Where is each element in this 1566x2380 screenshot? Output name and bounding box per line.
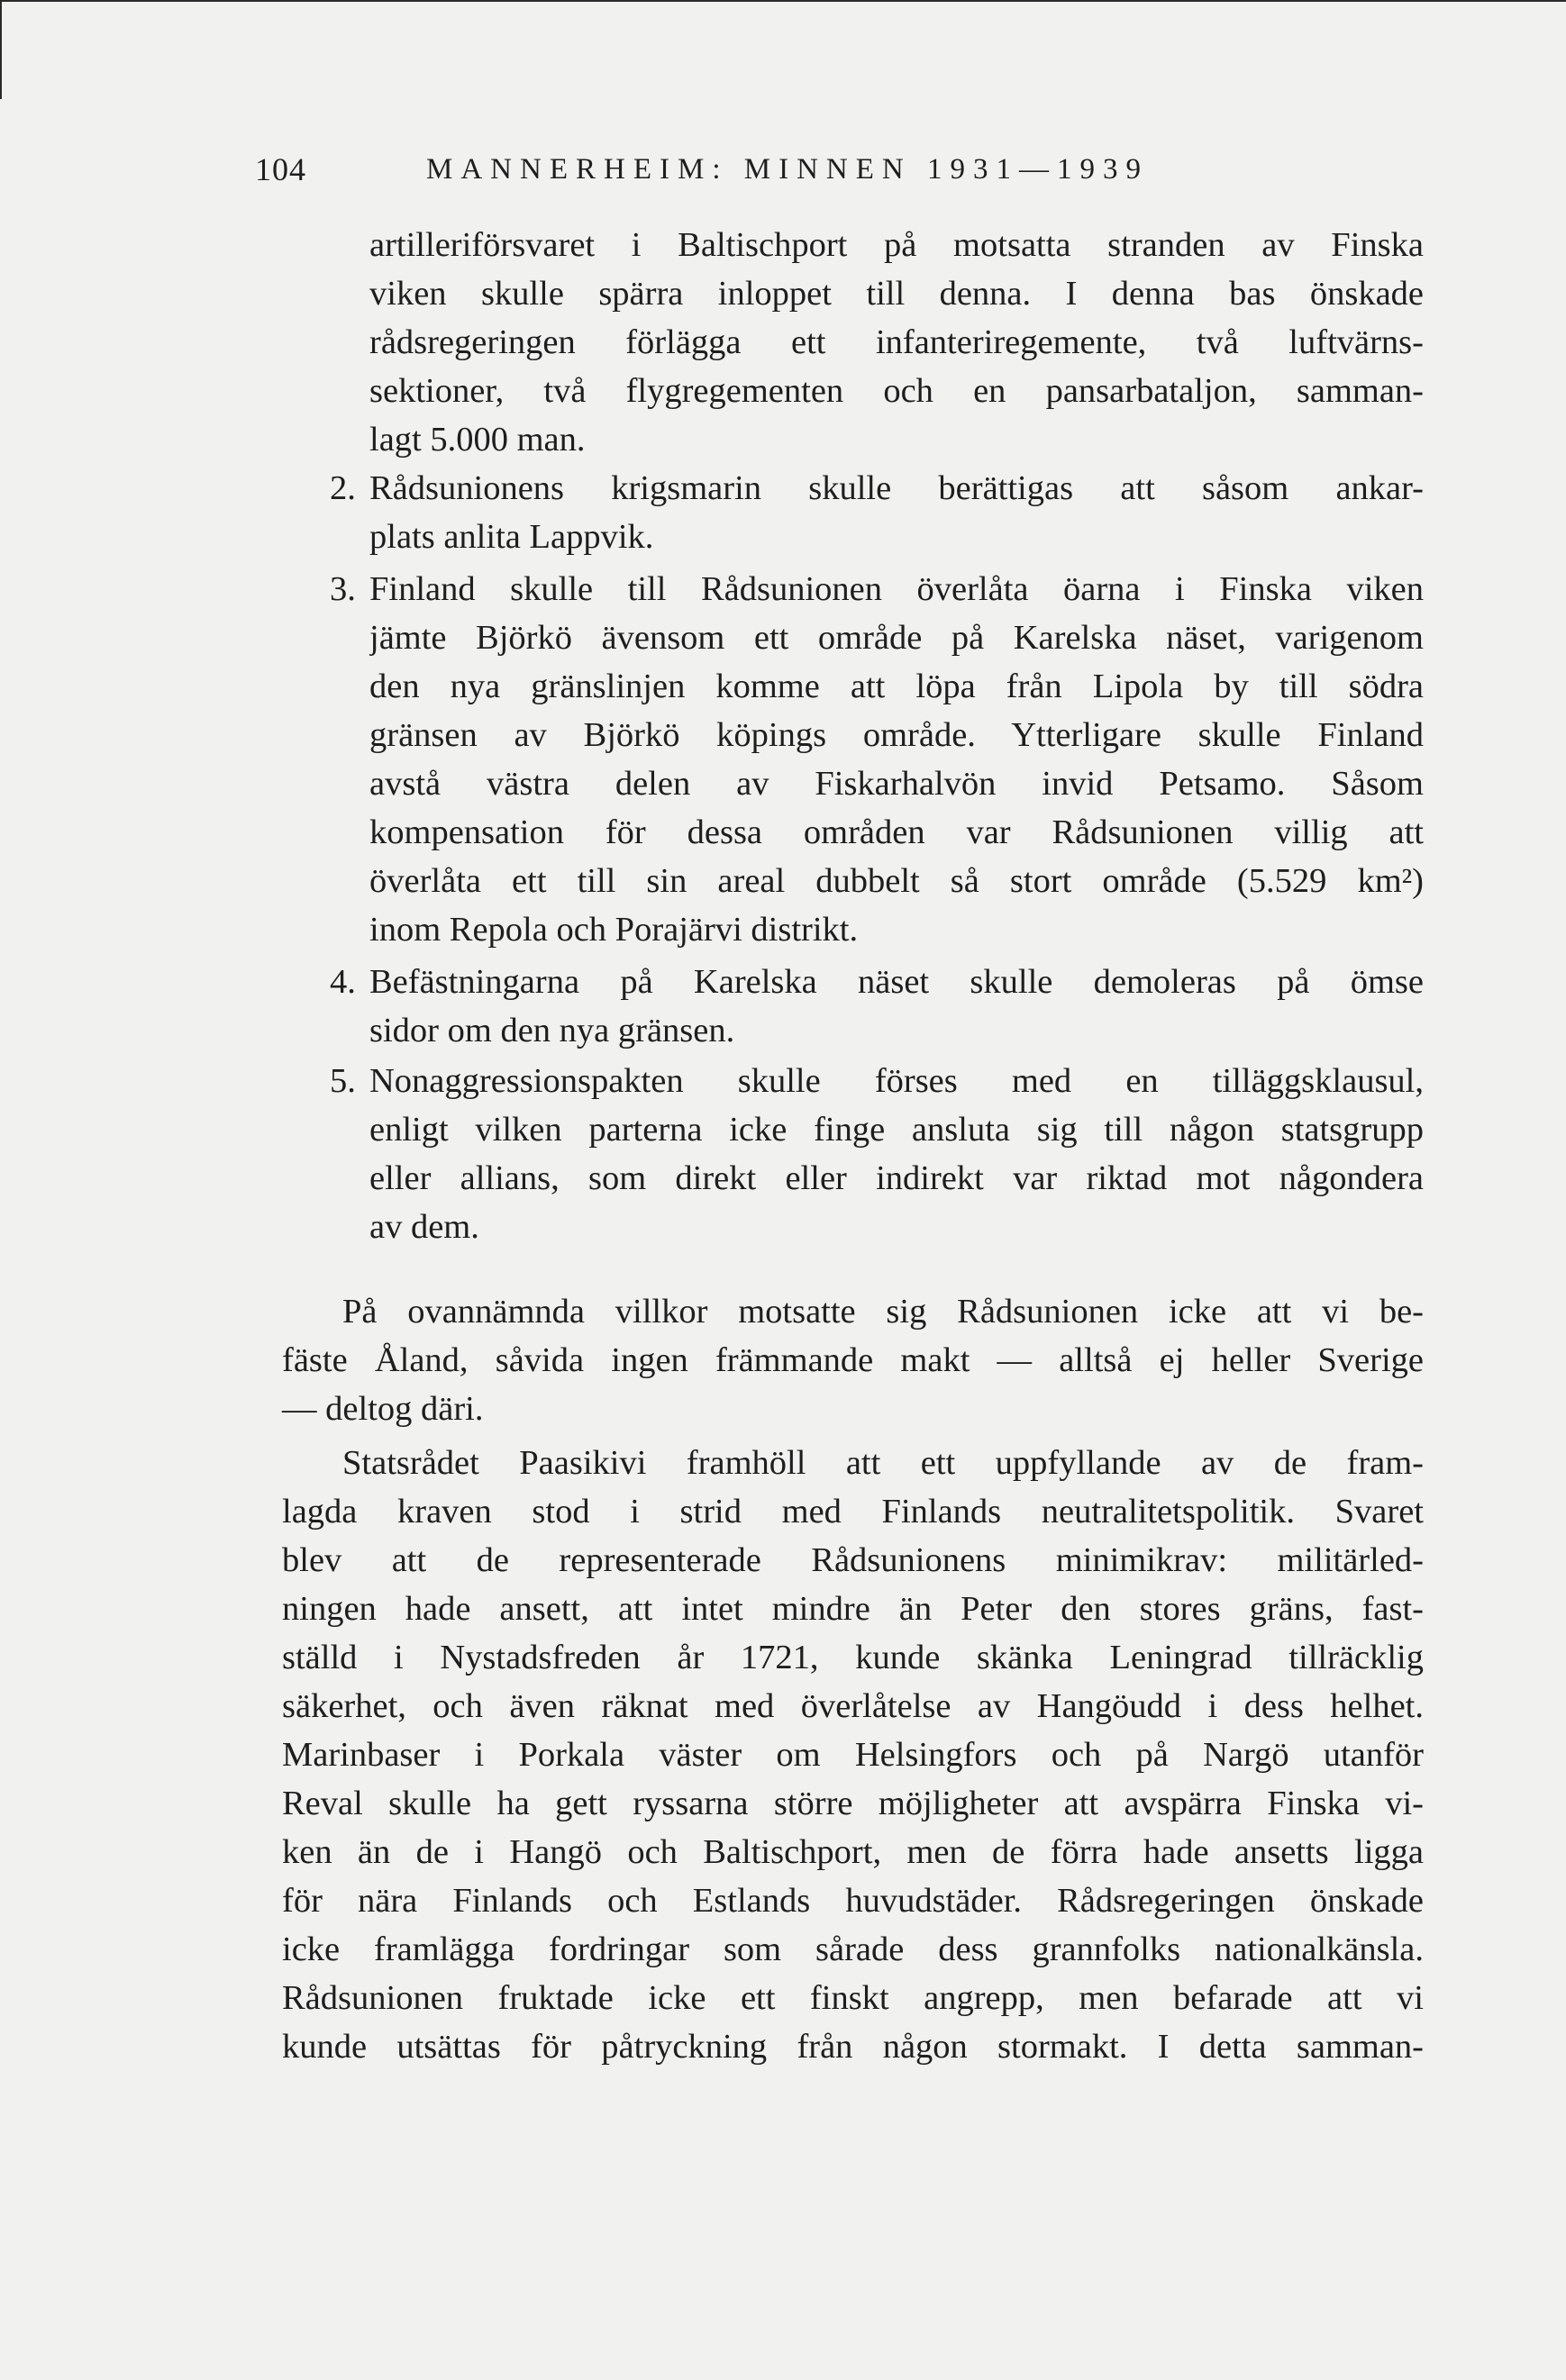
- text-line: av dem.: [369, 1208, 479, 1246]
- list-item-number: 4.: [330, 963, 356, 1001]
- text-line: sektioner, två flygregementen och en pansarbataljon, samman-: [369, 372, 1424, 410]
- text-line: ställd i Nystadsfreden år 1721, kunde skänka Leningrad tillräcklig: [282, 1639, 1424, 1676]
- text-line: fäste Åland, såvida ingen främmande makt — alltså ej heller Sverige: [282, 1341, 1424, 1379]
- text-line: Befästningarna på Karelska näset skulle demoleras på ömse: [369, 963, 1424, 1001]
- text-line: överlåta ett till sin areal dubbelt så stort område (5.529 km²): [369, 862, 1424, 900]
- text-line: Statsrådet Paasikivi framhöll att ett uppfyllande av de fram-: [342, 1444, 1424, 1482]
- text-line: kompensation för dessa områden var Rådsunionen villig att: [369, 813, 1424, 851]
- text-line: Rådsunionen fruktade icke ett finskt angrepp, men befarade att vi: [282, 1979, 1424, 2017]
- text-line: kunde utsättas för påtryckning från någon stormakt. I detta samman-: [282, 2028, 1424, 2066]
- page-number: 104: [255, 151, 306, 187]
- text-line: lagt 5.000 man.: [369, 421, 586, 459]
- text-line: avstå västra delen av Fiskarhalvön invid Petsamo. Såsom: [369, 765, 1424, 803]
- text-line: Marinbaser i Porkala väster om Helsingfors och på Nargö utanför: [282, 1736, 1424, 1774]
- list-item-number: 3.: [330, 570, 356, 608]
- text-line: lagda kraven stod i strid med Finlands neutralitetspolitik. Svaret: [282, 1493, 1424, 1531]
- text-line: ken än de i Hangö och Baltischport, men de förra hade ansetts ligga: [282, 1833, 1424, 1871]
- text-line: eller allians, som direkt eller indirekt var riktad mot någondera: [369, 1159, 1424, 1197]
- text-line: ningen hade ansett, att intet mindre än Peter den stores gräns, fast-: [282, 1590, 1424, 1628]
- text-line: Reval skulle ha gett ryssarna större möjligheter att avspärra Finska vi-: [282, 1785, 1424, 1822]
- text-line: jämte Björkö ävensom ett område på Karelska näset, varigenom: [369, 619, 1424, 657]
- list-item-number: 2.: [330, 469, 356, 507]
- text-line: På ovannämnda villkor motsatte sig Rådsunionen icke att vi be-: [342, 1293, 1424, 1331]
- text-line: inom Repola och Porajärvi distrikt.: [369, 911, 859, 949]
- list-item-number: 5.: [330, 1062, 356, 1100]
- text-line: säkerhet, och även räknat med överlåtelse av Hangöudd i dess helhet.: [282, 1687, 1424, 1725]
- text-line: den nya gränslinjen komme att löpa från Lipola by till södra: [369, 668, 1424, 705]
- text-line: rådsregeringen förlägga ett infanteriregemente, två luftvärns-: [369, 323, 1424, 361]
- scan-top-edge: [0, 0, 1566, 2]
- text-line: blev att de representerade Rådsunionens minimikrav: militärled-: [282, 1541, 1424, 1579]
- text-line: sidor om den nya gränsen.: [369, 1012, 735, 1049]
- text-line: Nonaggressionspakten skulle förses med en tilläggsklausul,: [369, 1062, 1424, 1100]
- text-line: Finland skulle till Rådsunionen överlåta öarna i Finska viken: [369, 570, 1424, 608]
- running-head: MANNERHEIM: MINNEN 1931—1939: [426, 153, 1149, 186]
- text-line: Rådsunionens krigsmarin skulle berättigas att såsom ankar-: [369, 469, 1424, 507]
- text-line: gränsen av Björkö köpings område. Ytterligare skulle Finland: [369, 716, 1424, 754]
- text-line: — deltog däri.: [282, 1390, 484, 1428]
- scan-left-edge: [0, 0, 2, 99]
- text-line: viken skulle spärra inloppet till denna. I denna bas önskade: [369, 275, 1424, 313]
- text-line: icke framlägga fordringar som sårade dess grannfolks nationalkänsla.: [282, 1930, 1424, 1968]
- text-line: enligt vilken parterna icke finge ansluta sig till någon statsgrupp: [369, 1111, 1424, 1149]
- text-line: artilleriförsvaret i Baltischport på motsatta stranden av Finska: [369, 226, 1424, 264]
- text-line: plats anlita Lappvik.: [369, 518, 654, 556]
- text-line: för nära Finlands och Estlands huvudstäder. Rådsregeringen önskade: [282, 1882, 1424, 1920]
